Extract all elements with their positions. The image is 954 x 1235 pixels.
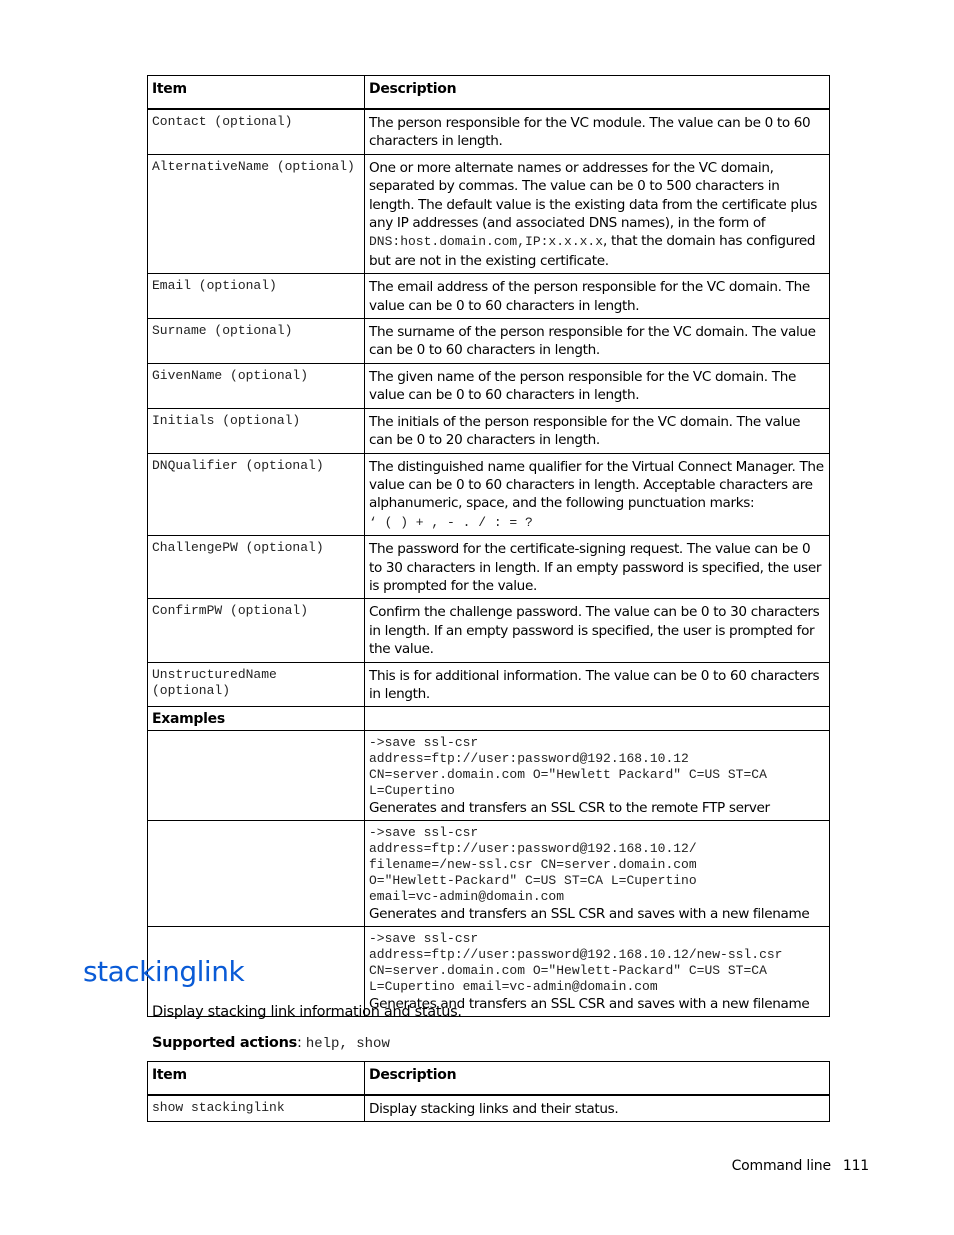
example-code-line: filename=/new-ssl.csr CN=server.domain.com [369, 857, 697, 873]
section-intro: Display stacking link information and status. [152, 1004, 462, 1020]
supported-actions [152, 1035, 390, 1052]
row-item: AlternativeName (optional) [148, 154, 365, 273]
supported-actions-value: help, show [305, 1036, 390, 1052]
table-row [148, 363, 830, 408]
table-header-row [148, 1062, 830, 1096]
example-empty-cell [148, 821, 365, 927]
table-header-row [148, 76, 830, 110]
section-title: stackinglink [83, 955, 245, 988]
example-cell [365, 731, 830, 821]
row-description: The password for the certificate-signing request. The value can be 0 to 30 characters in length. If an empty password is specified, the user is prompted for the value. [365, 536, 830, 599]
example-code-line: L=Cupertino email=vc-admin@domain.com [369, 979, 658, 995]
row-description [365, 154, 830, 273]
example-note: Generates and transfers an SSL CSR to the remote FTP server [369, 800, 770, 817]
example-code-line: address=ftp://user:password@192.168.10.12/ [369, 841, 697, 857]
page-footer [732, 1158, 869, 1174]
example-code-line: CN=server.domain.com O="Hewlett-Packard" C=US ST=CA [369, 963, 767, 979]
row-description: This is for additional information. The value can be 0 to 60 characters in length. [365, 662, 830, 707]
row-item: Surname (optional) [148, 319, 365, 364]
desc-text: The distinguished name qualifier for the Virtual Connect Manager. The value can be 0 to 60 characters in length. Acceptable characters are alphanumeric, space, and the following punctuation marks: [369, 458, 824, 512]
example-code-line: L=Cupertino [369, 783, 455, 799]
header-item: Item [148, 1062, 365, 1096]
table-row [148, 408, 830, 453]
table-row [148, 274, 830, 319]
example-empty-cell [148, 731, 365, 821]
desc-text: , that the domain has configured but are not in the existing certificate. [369, 233, 816, 269]
example-code-line: ->save ssl-csr [369, 825, 479, 841]
desc-text: One or more alternate names or addresses for the VC domain, separated by commas. The value can be 0 to 500 characters in length. The default value is the existing data from the certificate plus any IP addresses (and associated DNS names), in the form of [369, 159, 818, 232]
example-code-line: email=vc-admin@domain.com [369, 889, 565, 905]
row-item: Initials (optional) [148, 408, 365, 453]
desc-code: ‘ ( ) + , - . / : = ? [369, 514, 533, 530]
supported-actions-separator: : [296, 1035, 306, 1051]
table-row [148, 1095, 830, 1122]
examples-label-row [148, 707, 830, 731]
table-row [148, 453, 830, 536]
row-item: GivenName (optional) [148, 363, 365, 408]
row-item: UnstructuredName (optional) [148, 662, 365, 707]
row-description [365, 453, 830, 536]
table-row [148, 662, 830, 707]
example-code-line: ->save ssl-csr [369, 931, 479, 947]
row-description: Confirm the challenge password. The value can be 0 to 30 characters in length. If an empty password is specified, the user is prompted for the value. [365, 599, 830, 662]
example-cell [365, 821, 830, 927]
row-description: The email address of the person responsible for the VC domain. The value can be 0 to 60 characters in length. [365, 274, 830, 319]
example-code-line: O="Hewlett-Packard" C=US ST=CA L=Cupertino [369, 873, 697, 889]
stackinglink-table [147, 1061, 830, 1122]
header-description: Description [365, 1062, 830, 1096]
header-item: Item [148, 76, 365, 110]
examples-empty-cell [365, 707, 830, 731]
example-code-line: CN=server.domain.com O="Hewlett Packard" C=US ST=CA [369, 767, 767, 783]
row-description: The initials of the person responsible for the VC domain. The value can be 0 to 20 characters in length. [365, 408, 830, 453]
desc-code: DNS:host.domain.com,IP:x.x.x.x [369, 234, 604, 250]
parameters-table [147, 75, 830, 1017]
row-item: Contact (optional) [148, 109, 365, 154]
example-code-line: ->save ssl-csr [369, 735, 479, 751]
row-description: The person responsible for the VC module. The value can be 0 to 60 characters in length. [365, 109, 830, 154]
example-row [148, 821, 830, 927]
header-description: Description [365, 76, 830, 110]
row-item: Email (optional) [148, 274, 365, 319]
row-description: The given name of the person responsible for the VC domain. The value can be 0 to 60 characters in length. [365, 363, 830, 408]
table-row [148, 109, 830, 154]
row-description: Display stacking links and their status. [365, 1095, 830, 1122]
example-row [148, 731, 830, 821]
table-row [148, 536, 830, 599]
table-row [148, 319, 830, 364]
row-item: ConfirmPW (optional) [148, 599, 365, 662]
table-row [148, 154, 830, 273]
example-note: Generates and transfers an SSL CSR and saves with a new filename [369, 906, 810, 923]
examples-label: Examples [148, 707, 365, 731]
row-item: ChallengePW (optional) [148, 536, 365, 599]
supported-actions-label: Supported actions [152, 1035, 297, 1051]
footer-label: Command line [731, 1158, 831, 1174]
page-number: 111 [842, 1158, 869, 1174]
row-item: DNQualifier (optional) [148, 453, 365, 536]
example-code-line: address=ftp://user:password@192.168.10.12 [369, 751, 689, 767]
table-row [148, 599, 830, 662]
row-description: The surname of the person responsible for the VC domain. The value can be 0 to 60 characters in length. [365, 319, 830, 364]
example-code-line: address=ftp://user:password@192.168.10.12/new-ssl.csr [369, 947, 783, 963]
row-item: show stackinglink [148, 1095, 365, 1122]
example-note: Generates and transfers an SSL CSR and saves with a new filename [369, 996, 810, 1013]
